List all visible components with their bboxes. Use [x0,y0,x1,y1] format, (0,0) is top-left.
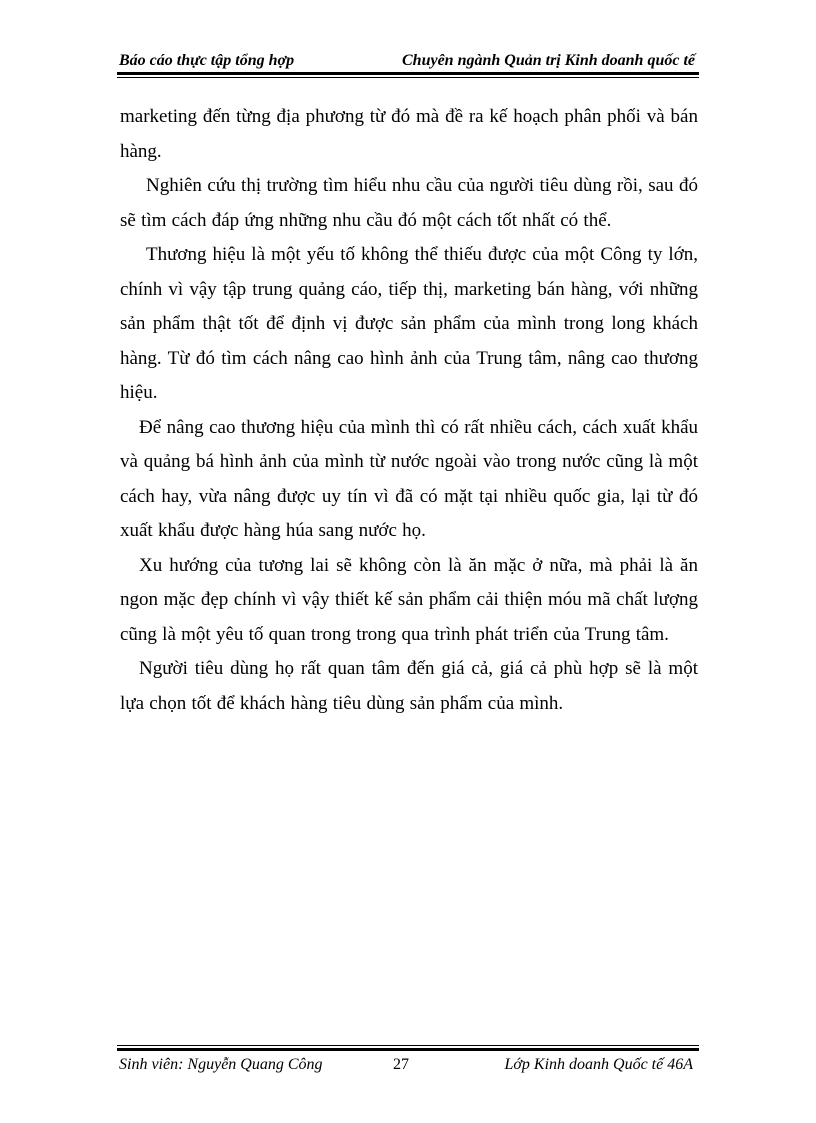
header-rule-thin [117,77,699,78]
page-number: 27 [393,1056,409,1073]
header-report-title: Báo cáo thực tập tổng hợp [119,52,295,69]
page-footer [117,1045,699,1085]
paragraph-5: Xu hướng của tương lai sẽ không còn là ăn mặc ở nữa, mà phải là ăn ngon mặc đẹp chính vì vậy thiết kế sản phẩm cải thiện móu mã chất lượng cũng là một yêu tố quan trong trong qua trình phát triển của Trung tâm. [120,554,698,645]
footer-rule-thick [117,1048,699,1051]
page-header [117,50,699,78]
body-text [120,100,698,721]
footer-student-name: Sinh viên: Nguyễn Quang Công [119,1056,323,1073]
paragraph-6: Người tiêu dùng họ rất quan tâm đến giá cả, giá cả phù hợp sẽ là một lựa chọn tốt để khách hàng tiêu dùng sản phẩm của mình. [120,658,698,714]
paragraph-4: Để nâng cao thương hiệu của mình thì có rất nhiều cách, cách xuất khẩu và quảng bá hình ảnh của mình từ nước ngoài vào trong nước cũng là một cách hay, vừa nâng được uy tín vì đã có mặt tại nhiều quốc gia, lại từ đó xuất khẩu được hàng húa sang nước họ. [120,416,698,541]
footer-class-name: Lớp Kinh doanh Quốc tế 46A [504,1056,693,1073]
paragraph-1: marketing đến từng địa phương từ đó mà đề ra kế hoạch phân phối và bán hàng. [120,106,698,162]
footer-rule-thin [117,1045,699,1046]
paragraph-3: Thương hiệu là một yếu tố không thể thiếu được của một Công ty lớn, chính vì vậy tập trung quảng cáo, tiếp thị, marketing bán hàng, với những sản phẩm thật tốt để định vị được sản phẩm của mình trong long khách hàng. Từ đó tìm cách nâng cao hình ảnh của Trung tâm, nâng cao thương hiệu. [120,244,698,403]
paragraph-2: Nghiên cứu thị trường tìm hiểu nhu cầu của người tiêu dùng rồi, sau đó sẽ tìm cách đáp ứng những nhu cầu đó một cách tốt nhất có thể. [120,175,698,231]
header-major-title: Chuyên ngành Quản trị Kinh doanh quốc tế [402,52,695,69]
header-rule-thick [117,72,699,75]
